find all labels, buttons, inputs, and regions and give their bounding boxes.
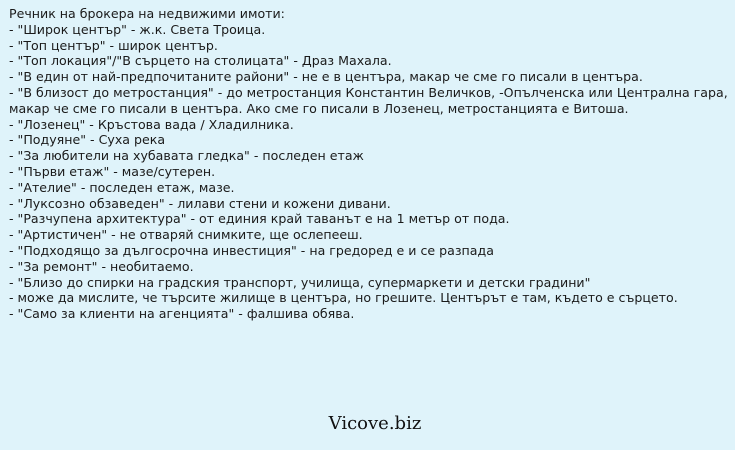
list-item: - "Ателие" - последен етаж, мазе. [9, 179, 235, 195]
list-item: - "За любители на хубавата гледка" - последен етаж [9, 148, 364, 164]
list-item: - "Луксозно обзаведен" - лилави стени и кожени дивани. [9, 195, 391, 211]
list-item: - "Артистичен" - не отваряй снимките, ще ослепееш. [9, 227, 363, 243]
list-item: - "В близост до метростанция" - до метростанция Константин Величков, -Опълченска или Централна гара, макар че сме го писали в центъра. Ако сме го писали в Лозенец, метростанцията е Витоша. [9, 84, 732, 116]
list-item: - "Широк център" - ж.к. Света Троица. [9, 21, 266, 37]
list-item: - може да мислите, че търсите жилище в центъра, но грешите. Центърът е там, където е сърцето. [9, 290, 678, 306]
list-item: - "Близо до спирки на градския транспорт, училища, супермаркети и детски градини" [9, 274, 591, 290]
list-item: - "Първи етаж" - мазе/сутерен. [9, 163, 216, 179]
list-item: - "Лозенец" - Кръстова вада / Хладилника. [9, 116, 294, 132]
list-item: - "Топ център" - широк център. [9, 37, 218, 53]
list-item: - "Топ локация"/"В сърцето на столицата" - Драз Махала. [9, 53, 392, 69]
site-watermark: Vicove.biz [328, 413, 422, 434]
list-item: - "Подходящо за дългосрочна инвестиция" - на гредоред е и се разпада [9, 242, 494, 258]
joke-text-block [9, 6, 732, 322]
list-item: - "За ремонт" - необитаемо. [9, 258, 194, 274]
list-item: - "Само за клиенти на агенцията" - фалшива обява. [9, 306, 355, 322]
document-title: Речник на брокера на недвижими имоти: [9, 6, 285, 21]
list-item: - "В един от най-предпочитаните райони" - не е в центъра, макар че сме го писали в центъра. [9, 69, 643, 85]
list-item: - "Разчупена архитектура" - от единия край таванът е на 1 метър от пода. [9, 211, 510, 227]
list-item: - "Подуяне" - Суха река [9, 132, 166, 148]
